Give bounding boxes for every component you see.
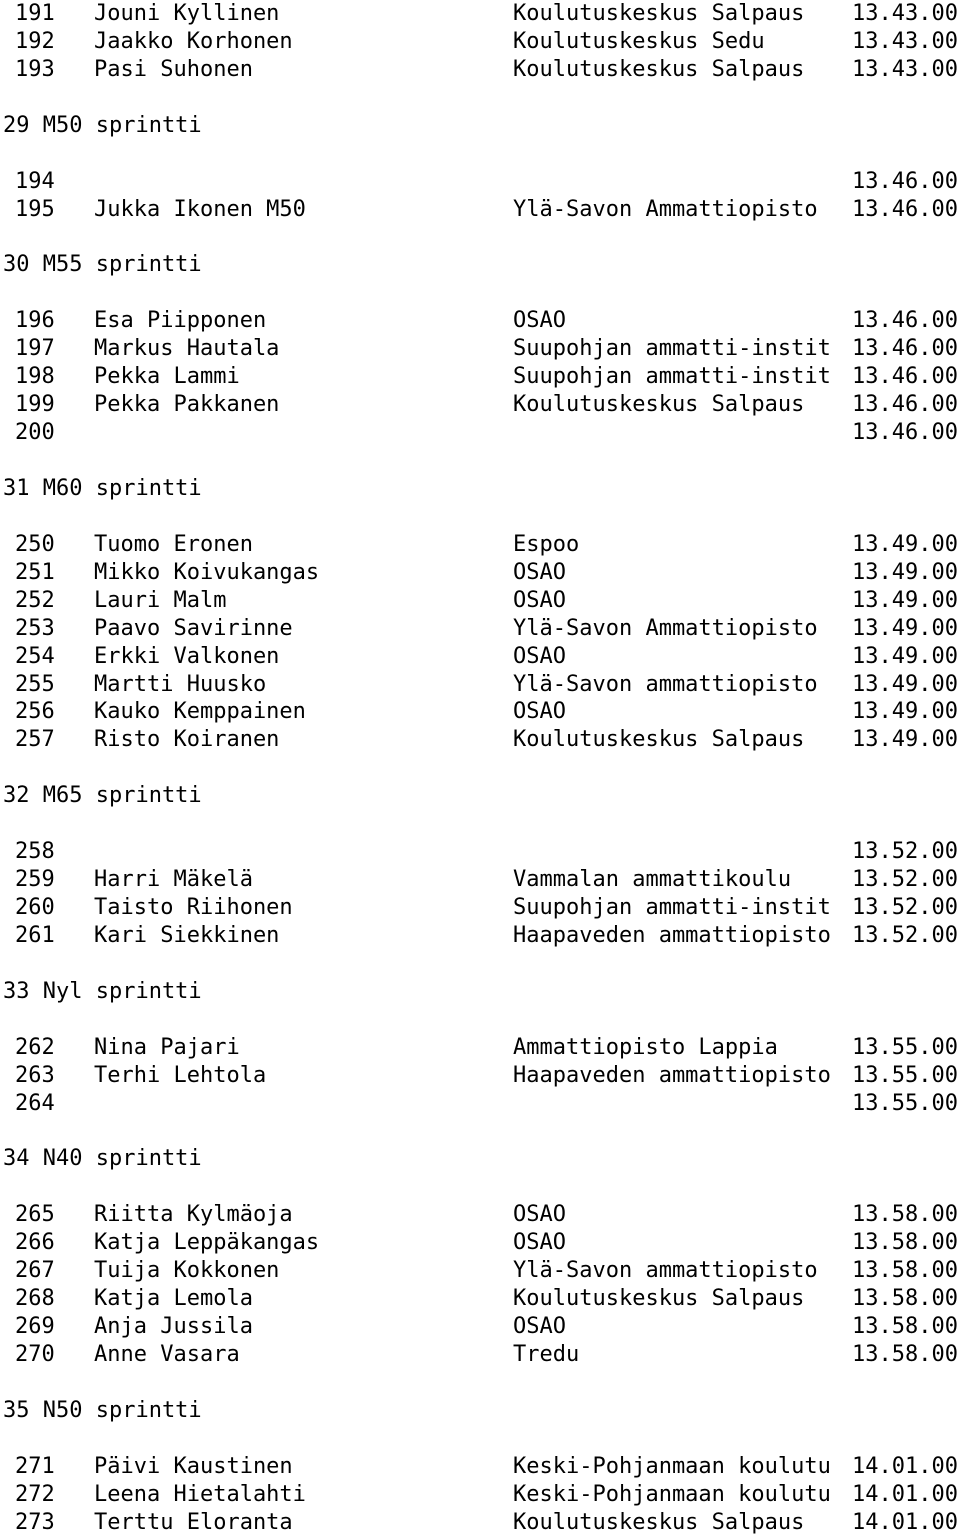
start-time: 13.58.00 [852,1258,958,1284]
bib-number: 251 [15,559,55,585]
club-name: Ylä-Savon Ammattiopisto [513,615,818,641]
start-list-row [0,838,960,866]
blank-line [0,1118,960,1146]
category-heading [0,1397,960,1425]
start-list-row [0,168,960,196]
bib-number: 270 [15,1342,55,1367]
start-time: 13.46.00 [852,168,958,194]
start-time: 13.46.00 [852,420,958,446]
start-list-row [0,1285,960,1313]
start-time: 13.46.00 [852,392,958,418]
start-list-row [0,307,960,335]
blank-line [0,1006,960,1034]
club-name: Tredu [513,1342,580,1367]
start-time: 13.58.00 [852,1286,958,1312]
competitor-name: Risto Koiranen [94,727,280,753]
competitor-name: Jaakko Korhonen [94,28,293,54]
start-time: 14.01.00 [852,1453,958,1479]
start-list-row [0,922,960,950]
bib-number: 266 [15,1230,55,1256]
bib-number: 191 [15,1,55,26]
club-name: Suupohjan ammatti-instit [513,336,831,362]
club-name: Ylä-Savon ammattiopisto [513,1258,818,1284]
start-time: 14.01.00 [852,1509,958,1535]
club-name: Ylä-Savon Ammattiopisto [513,196,818,222]
competitor-name: Anne Vasara [94,1342,240,1367]
start-time: 13.52.00 [852,895,958,920]
start-list-row [0,1201,960,1229]
bib-number: 267 [15,1258,55,1284]
start-time: 13.58.00 [852,1230,958,1256]
start-list-row [0,1509,960,1537]
club-name: Keski-Pohjanmaan koulutu [513,1481,831,1507]
competitor-name: Tuija Kokkonen [94,1258,280,1284]
start-list-row [0,643,960,671]
competitor-name: Terttu Eloranta [94,1509,293,1535]
competitor-name: Päivi Kaustinen [94,1453,293,1479]
club-name: Koulutuskeskus Sedu [513,28,765,54]
competitor-name: Lauri Malm [94,587,227,613]
start-list-row [0,56,960,84]
start-list-row [0,1481,960,1509]
competitor-name: Pekka Pakkanen [94,392,280,418]
competitor-name: Tuomo Eronen [94,531,253,557]
club-name: Suupohjan ammatti-instit [513,364,831,390]
club-name: Keski-Pohjanmaan koulutu [513,1453,831,1479]
competitor-name: Jouni Kyllinen [94,1,280,26]
start-time: 13.49.00 [852,559,958,585]
blank-line [0,1369,960,1397]
category-heading [0,475,960,503]
club-name: Koulutuskeskus Salpaus [513,1286,805,1312]
start-list-row [0,1453,960,1481]
start-list-row [0,1062,960,1090]
start-time: 13.49.00 [852,531,958,557]
start-time: 13.43.00 [852,1,958,26]
start-list-row [0,615,960,643]
start-list-row [0,1313,960,1341]
bib-number: 265 [15,1202,55,1228]
start-time: 13.46.00 [852,364,958,390]
competitor-name: Mikko Koivukangas [94,559,320,585]
competitor-name: Jukka Ikonen M50 [94,196,306,222]
start-list-row [0,1090,960,1118]
club-name: Haapaveden ammattiopisto [513,1062,831,1088]
competitor-name: Pekka Lammi [94,364,240,390]
club-name: OSAO [513,559,566,585]
club-name: Koulutuskeskus Salpaus [513,1509,805,1535]
start-time: 13.58.00 [852,1202,958,1228]
bib-number: 257 [15,727,55,753]
start-list-row [0,28,960,56]
competitor-name: Esa Piipponen [94,308,267,334]
start-time: 13.52.00 [852,922,958,948]
start-time: 13.58.00 [852,1314,958,1340]
club-name: Koulutuskeskus Salpaus [513,392,805,418]
start-time: 13.43.00 [852,28,958,54]
bib-number: 273 [15,1509,55,1535]
start-time: 13.46.00 [852,308,958,334]
start-list-row [0,894,960,922]
club-name: OSAO [513,587,566,613]
bib-number: 254 [15,643,55,669]
bib-number: 200 [15,420,55,446]
bib-number: 269 [15,1314,55,1340]
start-list-row [0,698,960,726]
club-name: Suupohjan ammatti-instit [513,895,831,920]
bib-number: 268 [15,1286,55,1312]
bib-number: 193 [15,56,55,82]
category-heading-text: 33 Nyl sprintti [3,978,202,1004]
start-list-row [0,391,960,419]
club-name: Ylä-Savon ammattiopisto [513,671,818,697]
start-list-row [0,671,960,699]
category-heading [0,112,960,140]
club-name: OSAO [513,643,566,669]
club-name: Vammalan ammattikoulu [513,867,792,893]
start-time: 13.58.00 [852,1342,958,1367]
blank-line [0,810,960,838]
category-heading [0,782,960,810]
bib-number: 252 [15,587,55,613]
start-time: 13.55.00 [852,1034,958,1060]
blank-line [0,279,960,307]
start-list-row [0,1341,960,1369]
competitor-name: Nina Pajari [94,1034,240,1060]
category-heading [0,251,960,279]
bib-number: 198 [15,364,55,390]
start-list-row [0,363,960,391]
category-heading-text: 35 N50 sprintti [3,1397,202,1423]
club-name: Koulutuskeskus Salpaus [513,1,805,26]
bib-number: 272 [15,1481,55,1507]
bib-number: 260 [15,895,55,920]
start-time: 13.55.00 [852,1090,958,1116]
competitor-name: Paavo Savirinne [94,615,293,641]
club-name: OSAO [513,1230,566,1256]
start-time: 13.49.00 [852,643,958,669]
competitor-name: Katja Leppäkangas [94,1230,320,1256]
club-name: Ammattiopisto Lappia [513,1034,778,1060]
start-time: 14.01.00 [852,1481,958,1507]
bib-number: 194 [15,168,55,194]
blank-line [0,754,960,782]
start-list-row [0,1257,960,1285]
bib-number: 271 [15,1453,55,1479]
competitor-name: Katja Lemola [94,1286,253,1312]
category-heading [0,1145,960,1173]
start-time: 13.49.00 [852,587,958,613]
start-time: 13.46.00 [852,196,958,222]
competitor-name: Martti Huusko [94,671,267,697]
start-list-row [0,866,960,894]
club-name: Koulutuskeskus Salpaus [513,727,805,753]
start-list-row [0,0,960,28]
start-list-row [0,559,960,587]
club-name: OSAO [513,308,566,334]
bib-number: 262 [15,1034,55,1060]
bib-number: 261 [15,922,55,948]
category-heading [0,978,960,1006]
club-name: OSAO [513,1202,566,1228]
competitor-name: Taisto Riihonen [94,895,293,920]
competitor-name: Terhi Lehtola [94,1062,267,1088]
club-name: OSAO [513,699,566,725]
start-list-row [0,1229,960,1257]
bib-number: 192 [15,28,55,54]
start-list-row [0,419,960,447]
competitor-name: Erkki Valkonen [94,643,280,669]
category-heading-text: 32 M65 sprintti [3,783,202,809]
competitor-name: Kari Siekkinen [94,922,280,948]
start-list-row [0,531,960,559]
start-time: 13.52.00 [852,839,958,865]
competitor-name: Kauko Kemppainen [94,699,306,725]
bib-number: 199 [15,392,55,418]
bib-number: 196 [15,308,55,334]
bib-number: 250 [15,531,55,557]
start-list-row [0,587,960,615]
start-time: 13.49.00 [852,615,958,641]
blank-line [0,503,960,531]
category-heading-text: 29 M50 sprintti [3,112,202,138]
start-time: 13.49.00 [852,671,958,697]
club-name: Haapaveden ammattiopisto [513,922,831,948]
club-name: Koulutuskeskus Salpaus [513,56,805,82]
blank-line [0,447,960,475]
bib-number: 255 [15,671,55,697]
bib-number: 263 [15,1062,55,1088]
competitor-name: Markus Hautala [94,336,280,362]
competitor-name: Anja Jussila [94,1314,253,1340]
start-time: 13.43.00 [852,56,958,82]
bib-number: 195 [15,196,55,222]
category-heading-text: 34 N40 sprintti [3,1146,202,1172]
start-time: 13.55.00 [852,1062,958,1088]
blank-line [0,950,960,978]
start-list-row [0,726,960,754]
category-heading-text: 30 M55 sprintti [3,252,202,278]
club-name: Espoo [513,531,580,557]
blank-line [0,84,960,112]
blank-line [0,224,960,252]
club-name: OSAO [513,1314,566,1340]
start-list-row [0,335,960,363]
competitor-name: Riitta Kylmäoja [94,1202,293,1228]
start-time: 13.46.00 [852,336,958,362]
bib-number: 264 [15,1090,55,1116]
category-heading-text: 31 M60 sprintti [3,475,202,501]
start-time: 13.52.00 [852,867,958,893]
blank-line [0,140,960,168]
blank-line [0,1173,960,1201]
bib-number: 259 [15,867,55,893]
bib-number: 197 [15,336,55,362]
competitor-name: Harri Mäkelä [94,867,253,893]
blank-line [0,1425,960,1453]
start-list-row [0,1034,960,1062]
competitor-name: Pasi Suhonen [94,56,253,82]
bib-number: 256 [15,699,55,725]
bib-number: 258 [15,839,55,865]
start-time: 13.49.00 [852,727,958,753]
start-list-row [0,196,960,224]
competitor-name: Leena Hietalahti [94,1481,306,1507]
start-time: 13.49.00 [852,699,958,725]
bib-number: 253 [15,615,55,641]
